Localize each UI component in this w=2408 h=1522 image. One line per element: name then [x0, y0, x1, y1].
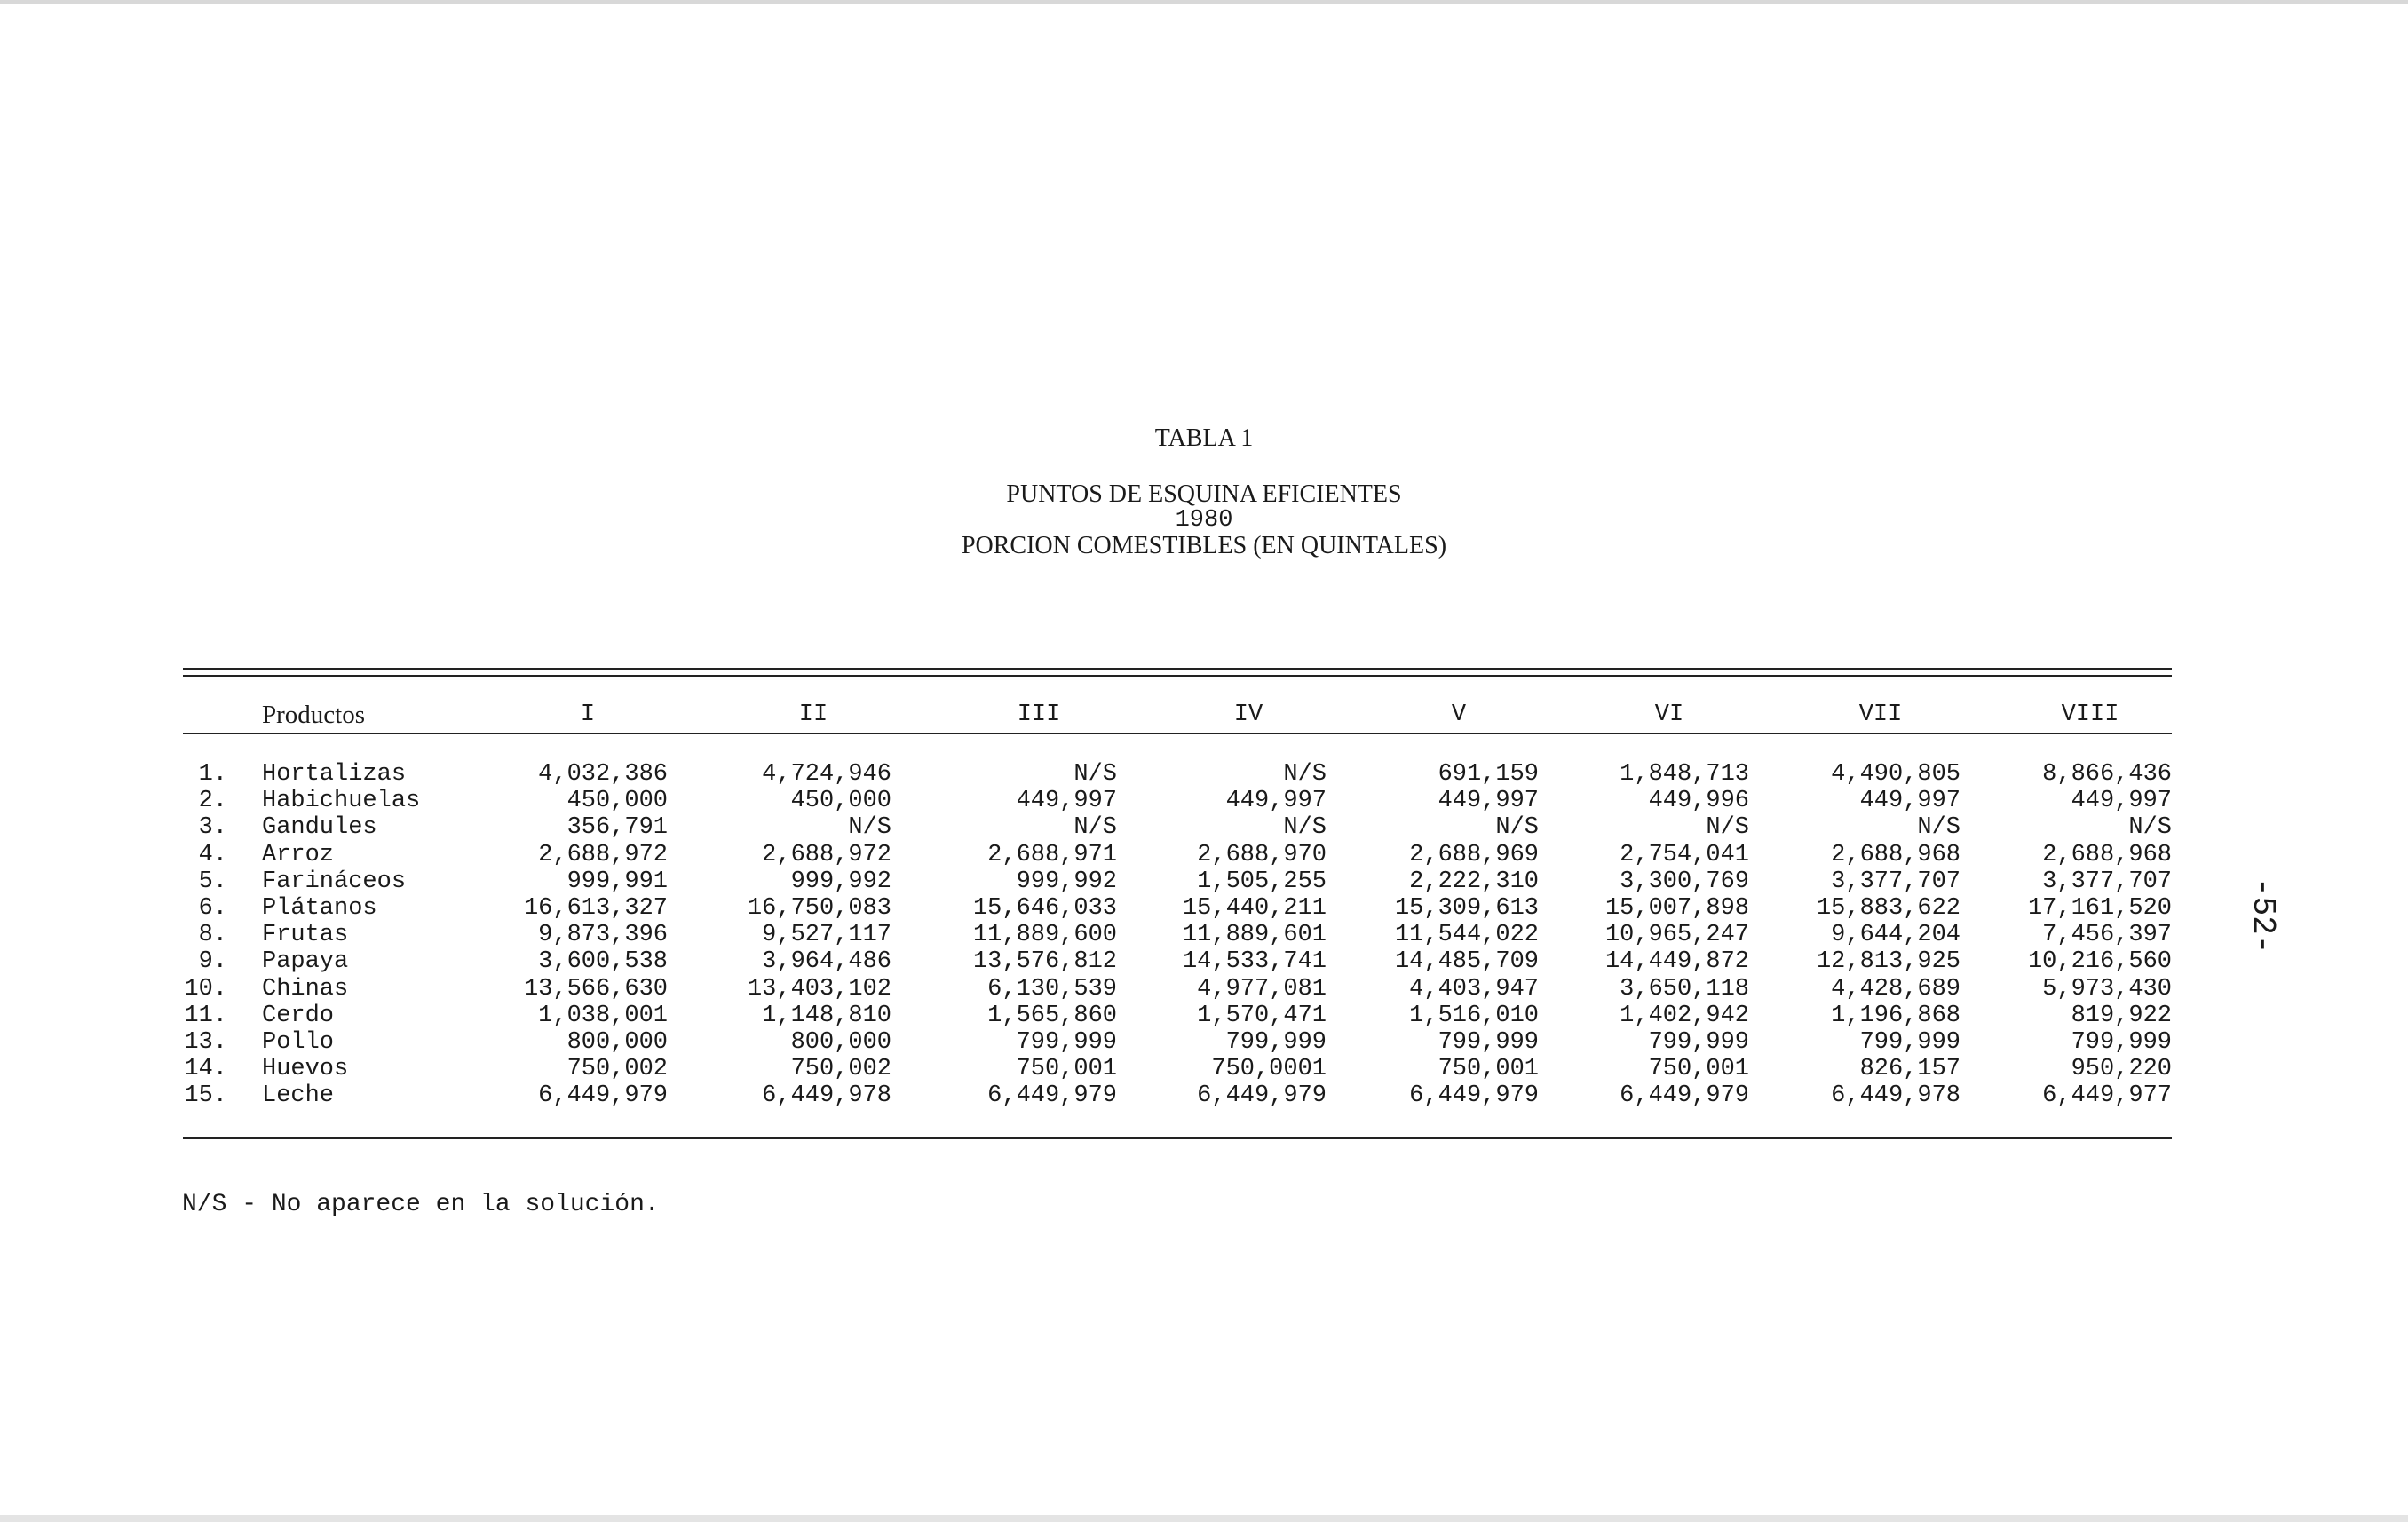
footnote: N/S - No aparece en la solución. [182, 1191, 660, 1218]
row-index: 1. [198, 761, 227, 788]
row-value-col-1: 800,000 [566, 1029, 668, 1056]
row-value-col-4: 14,533,741 [1182, 948, 1327, 976]
row-value-col-4: 15,440,211 [1182, 895, 1327, 922]
row-value-col-3: 799,999 [1016, 1029, 1117, 1056]
row-product-name: Gandules [262, 814, 377, 842]
row-value-col-6: N/S [1706, 814, 1749, 842]
row-value-col-2: 4,724,946 [762, 761, 891, 788]
row-value-col-4: N/S [1283, 814, 1327, 842]
row-value-col-3: 1,565,860 [987, 1002, 1117, 1029]
row-value-col-6: 3,300,769 [1620, 868, 1749, 895]
header-column-5: V [1451, 702, 1467, 728]
row-value-col-1: 450,000 [566, 788, 668, 815]
row-index: 9. [198, 948, 227, 976]
row-value-col-2: 6,449,978 [762, 1082, 891, 1110]
row-value-col-1: 750,002 [566, 1056, 668, 1083]
row-index: 6. [198, 895, 227, 922]
row-value-col-3: 750,001 [1016, 1056, 1117, 1083]
row-value-col-5: 6,449,979 [1409, 1082, 1539, 1110]
row-value-col-1: 356,791 [566, 814, 668, 842]
row-value-col-5: 750,001 [1438, 1056, 1539, 1083]
table-top-rule-second [183, 675, 2172, 677]
row-product-name: Chinas [262, 975, 349, 1003]
row-index: 8. [198, 922, 227, 949]
row-value-col-5: N/S [1495, 814, 1539, 842]
row-index: 13. [184, 1029, 227, 1056]
row-value-col-5: 11,544,022 [1394, 922, 1539, 949]
row-product-name: Cerdo [262, 1002, 335, 1029]
row-value-col-6: 3,650,118 [1620, 975, 1749, 1003]
row-value-col-3: N/S [1073, 761, 1117, 788]
row-index: 5. [198, 868, 227, 895]
row-product-name: Farináceos [262, 868, 407, 895]
row-value-col-7: 799,999 [1859, 1029, 1960, 1056]
row-value-col-3: N/S [1073, 814, 1117, 842]
row-value-col-8: 10,216,560 [2027, 948, 2172, 976]
row-value-col-2: 1,148,810 [762, 1002, 891, 1029]
row-value-col-2: 800,000 [790, 1029, 891, 1056]
row-value-col-6: 449,996 [1648, 788, 1749, 815]
row-value-col-8: 2,688,968 [2042, 841, 2172, 868]
row-value-col-5: 2,222,310 [1409, 868, 1539, 895]
row-value-col-4: 1,570,471 [1197, 1002, 1327, 1029]
row-value-col-2: 750,002 [790, 1056, 891, 1083]
row-value-col-2: N/S [848, 814, 891, 842]
page-number [2174, 877, 2281, 955]
row-index: 10. [184, 975, 227, 1003]
row-index: 2. [198, 788, 227, 815]
row-value-col-6: 15,007,898 [1604, 895, 1749, 922]
row-index: 11. [184, 1002, 227, 1029]
row-product-name: Plátanos [262, 895, 377, 922]
row-value-col-1: 9,873,396 [538, 922, 668, 949]
row-value-col-6: 799,999 [1648, 1029, 1749, 1056]
row-product-name: Papaya [262, 948, 349, 976]
row-value-col-4: 799,999 [1225, 1029, 1327, 1056]
row-value-col-2: 999,992 [790, 868, 891, 895]
row-value-col-2: 9,527,117 [762, 922, 891, 949]
row-value-col-2: 3,964,486 [762, 948, 891, 976]
row-index: 15. [184, 1082, 227, 1110]
page-number-text: -52- [2245, 877, 2281, 955]
row-value-col-7: 1,196,868 [1831, 1002, 1960, 1029]
row-value-col-8: 950,220 [2071, 1056, 2172, 1083]
row-value-col-2: 2,688,972 [762, 841, 891, 868]
row-product-name: Frutas [262, 922, 349, 949]
header-column-6: VI [1654, 702, 1684, 728]
row-value-col-8: 7,456,397 [2042, 922, 2172, 949]
row-index: 4. [198, 841, 227, 868]
row-value-col-7: 4,490,805 [1831, 761, 1960, 788]
row-value-col-1: 3,600,538 [538, 948, 668, 976]
row-value-col-3: 11,889,600 [972, 922, 1117, 949]
row-product-name: Huevos [262, 1056, 349, 1083]
header-productos: Productos [262, 701, 365, 729]
row-value-col-7: 3,377,707 [1831, 868, 1960, 895]
row-index: 3. [198, 814, 227, 842]
header-column-8: VIII [2061, 702, 2119, 728]
row-value-col-3: 6,130,539 [987, 975, 1117, 1003]
row-value-col-6: 10,965,247 [1604, 922, 1749, 949]
row-value-col-7: 4,428,689 [1831, 975, 1960, 1003]
row-value-col-8: 3,377,707 [2042, 868, 2172, 895]
row-value-col-5: 15,309,613 [1394, 895, 1539, 922]
row-product-name: Arroz [262, 841, 335, 868]
row-product-name: Habichuelas [262, 788, 421, 815]
row-value-col-3: 999,992 [1016, 868, 1117, 895]
row-value-col-8: 17,161,520 [2027, 895, 2172, 922]
row-value-col-7: 449,997 [1859, 788, 1960, 815]
table-bottom-rule [183, 1137, 2172, 1139]
row-value-col-7: N/S [1917, 814, 1960, 842]
row-product-name: Leche [262, 1082, 335, 1110]
row-value-col-6: 6,449,979 [1620, 1082, 1749, 1110]
row-value-col-7: 6,449,978 [1831, 1082, 1960, 1110]
row-value-col-5: 4,403,947 [1409, 975, 1539, 1003]
row-value-col-8: 5,973,430 [2042, 975, 2172, 1003]
row-value-col-8: 819,922 [2071, 1002, 2172, 1029]
row-value-col-4: 4,977,081 [1197, 975, 1327, 1003]
row-value-col-3: 15,646,033 [972, 895, 1117, 922]
table-subtitle: PORCION COMESTIBLES (EN QUINTALES) [961, 532, 1447, 559]
table-header-rule [183, 733, 2172, 734]
row-value-col-1: 6,449,979 [538, 1082, 668, 1110]
row-value-col-4: 2,688,970 [1197, 841, 1327, 868]
row-value-col-1: 13,566,630 [523, 975, 668, 1003]
header-column-3: III [1017, 702, 1061, 728]
row-value-col-2: 450,000 [790, 788, 891, 815]
row-value-col-6: 1,402,942 [1620, 1002, 1749, 1029]
row-value-col-8: 799,999 [2071, 1029, 2172, 1056]
row-value-col-1: 16,613,327 [523, 895, 668, 922]
row-value-col-4: 11,889,601 [1182, 922, 1327, 949]
row-value-col-3: 449,997 [1016, 788, 1117, 815]
row-value-col-7: 2,688,968 [1831, 841, 1960, 868]
row-value-col-7: 15,883,622 [1816, 895, 1960, 922]
row-value-col-8: 6,449,977 [2042, 1082, 2172, 1110]
row-value-col-2: 13,403,102 [747, 975, 891, 1003]
table-label: TABLA 1 [1154, 424, 1254, 452]
table-top-rule [183, 668, 2172, 670]
header-column-2: II [798, 702, 828, 728]
header-column-4: IV [1233, 702, 1263, 728]
header-column-7: VII [1858, 702, 1903, 728]
row-value-col-8: N/S [2128, 814, 2172, 842]
row-value-col-4: N/S [1283, 761, 1327, 788]
row-value-col-5: 449,997 [1438, 788, 1539, 815]
row-value-col-4: 449,997 [1225, 788, 1327, 815]
scan-top-edge [0, 0, 2408, 4]
row-value-col-7: 9,644,204 [1831, 922, 1960, 949]
row-value-col-6: 1,848,713 [1620, 761, 1749, 788]
row-value-col-2: 16,750,083 [747, 895, 891, 922]
row-product-name: Hortalizas [262, 761, 407, 788]
row-value-col-8: 449,997 [2071, 788, 2172, 815]
row-value-col-6: 14,449,872 [1604, 948, 1749, 976]
row-value-col-4: 6,449,979 [1197, 1082, 1327, 1110]
row-value-col-4: 1,505,255 [1197, 868, 1327, 895]
row-value-col-4: 750,0001 [1211, 1056, 1327, 1083]
row-value-col-6: 2,754,041 [1620, 841, 1749, 868]
row-value-col-1: 4,032,386 [538, 761, 668, 788]
scan-bottom-edge [0, 1515, 2408, 1522]
row-index: 14. [184, 1056, 227, 1083]
row-value-col-5: 799,999 [1438, 1029, 1539, 1056]
row-value-col-5: 1,516,010 [1409, 1002, 1539, 1029]
header-column-1: I [580, 702, 596, 728]
row-value-col-1: 999,991 [566, 868, 668, 895]
row-value-col-3: 6,449,979 [987, 1082, 1117, 1110]
row-value-col-5: 2,688,969 [1409, 841, 1539, 868]
row-value-col-7: 12,813,925 [1816, 948, 1960, 976]
row-value-col-5: 14,485,709 [1394, 948, 1539, 976]
row-value-col-1: 2,688,972 [538, 841, 668, 868]
row-product-name: Pollo [262, 1029, 335, 1056]
row-value-col-7: 826,157 [1859, 1056, 1960, 1083]
row-value-col-8: 8,866,436 [2042, 761, 2172, 788]
row-value-col-6: 750,001 [1648, 1056, 1749, 1083]
table-year: 1980 [1175, 507, 1233, 534]
row-value-col-3: 2,688,971 [987, 841, 1117, 868]
row-value-col-1: 1,038,001 [538, 1002, 668, 1029]
row-value-col-3: 13,576,812 [972, 948, 1117, 976]
table-title: PUNTOS DE ESQUINA EFICIENTES [1006, 480, 1402, 508]
row-value-col-5: 691,159 [1438, 761, 1539, 788]
